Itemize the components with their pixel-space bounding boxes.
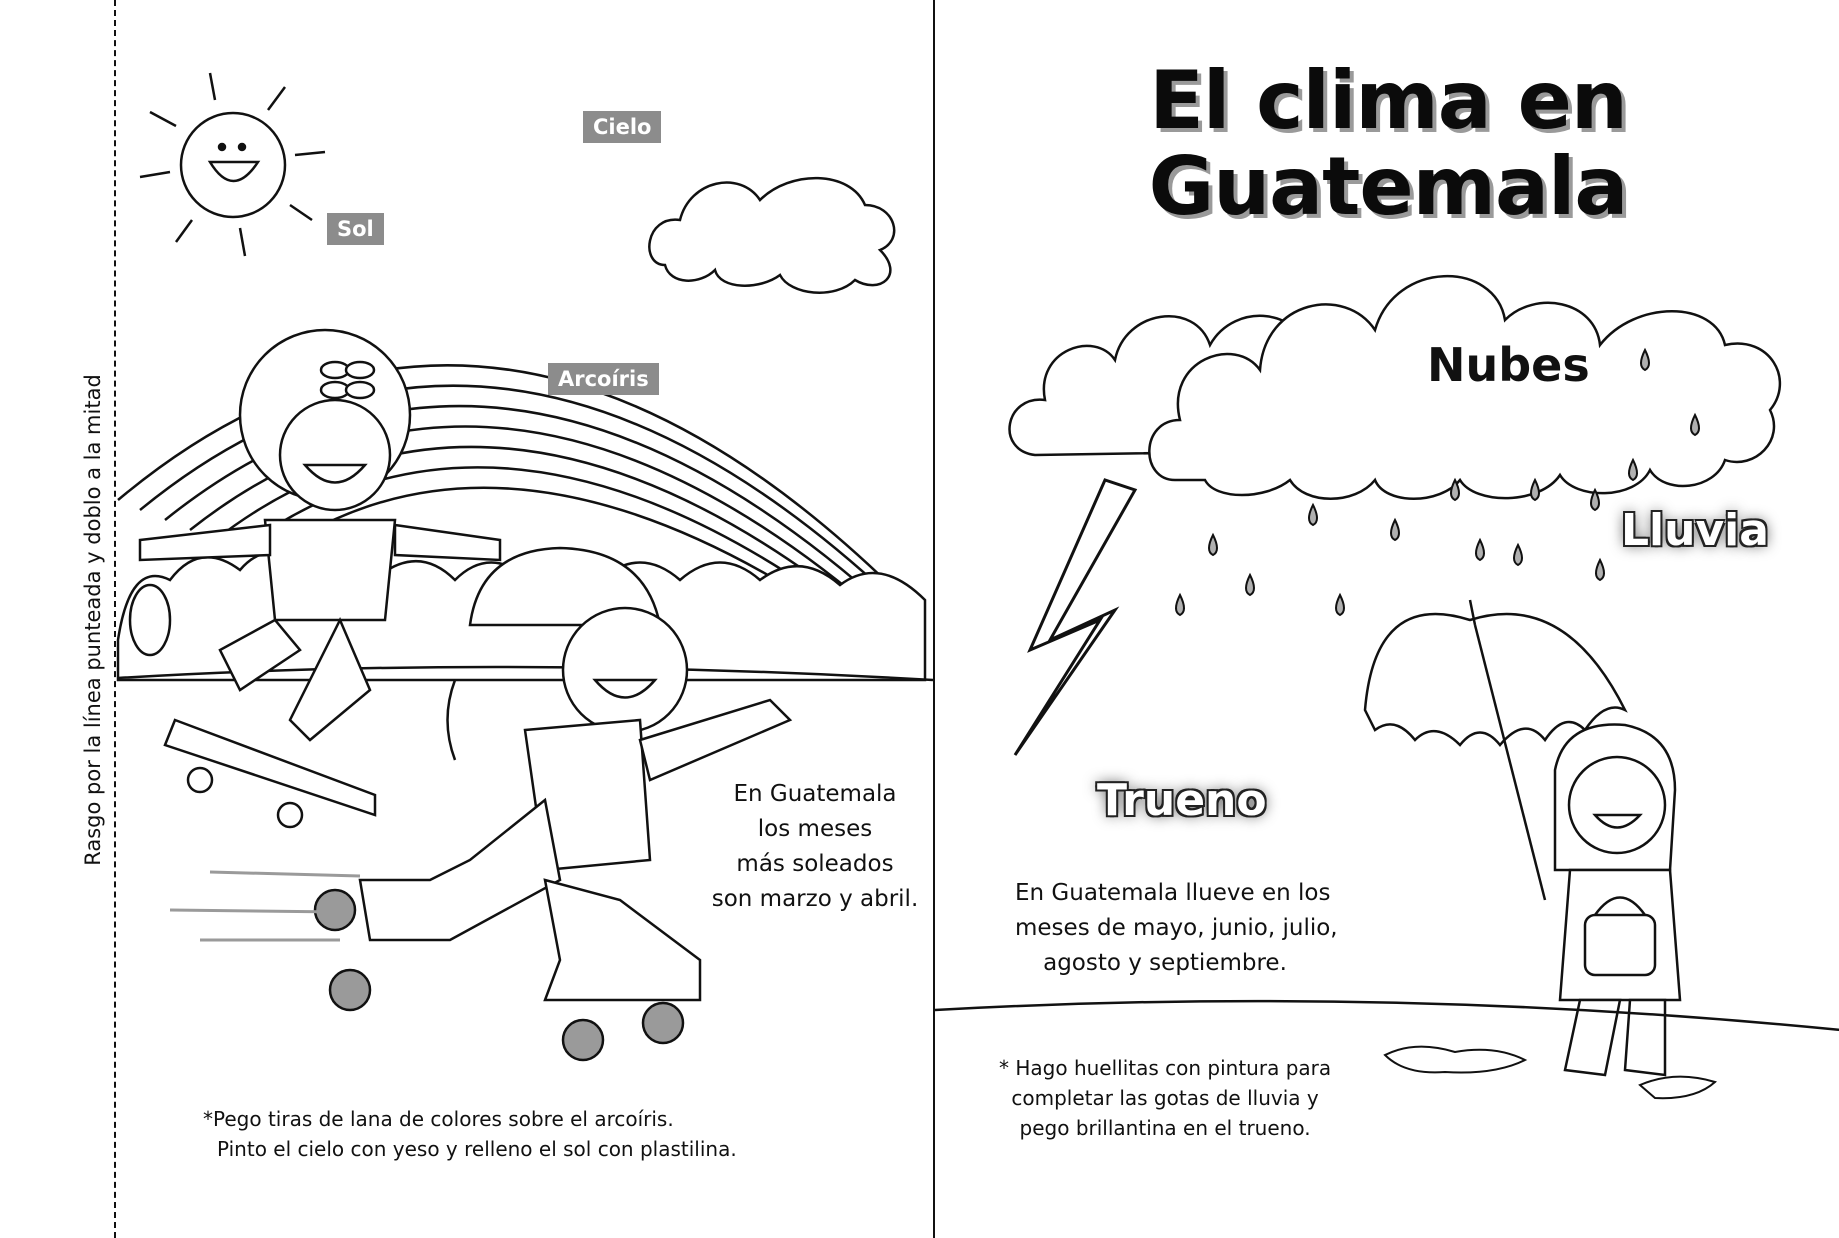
puddle — [1640, 1077, 1715, 1099]
sunny-months-text — [700, 777, 930, 917]
activity-note-right — [999, 1053, 1331, 1143]
note-line: *Pego tiras de lana de colores sobre el arcoíris. — [203, 1107, 674, 1131]
note-line: completar las gotas de lluvia y — [1011, 1086, 1319, 1110]
label-cielo: Cielo — [583, 111, 661, 143]
activity-note-left — [203, 1104, 737, 1164]
girl-with-basket-figure — [1555, 725, 1680, 1075]
label-arcoiris: Arcoíris — [548, 363, 659, 395]
label-trueno: Trueno — [1097, 775, 1267, 826]
text-line: meses de mayo, junio, julio, — [1015, 915, 1338, 941]
fold-instruction: Rasgo por la línea punteada y doblo a la mitad — [81, 374, 105, 866]
lightning-icon — [1015, 480, 1135, 755]
note-line: Pinto el cielo con yeso y relleno el sol con plastilina. — [217, 1137, 737, 1161]
text-line: los meses — [757, 816, 873, 842]
note-line: * Hago huellitas con pintura para — [999, 1056, 1332, 1080]
label-sol: Sol — [327, 213, 384, 245]
label-lluvia: Lluvia — [1621, 505, 1769, 556]
sun-icon — [140, 73, 325, 256]
puddle — [1385, 1047, 1525, 1073]
note-line: pego brillantina en el trueno. — [1019, 1116, 1311, 1140]
rainy-months-text — [1015, 876, 1338, 981]
label-nubes: Nubes — [1427, 338, 1590, 392]
text-line: son marzo y abril. — [711, 886, 919, 912]
text-line: En Guatemala — [733, 781, 897, 807]
cloud-icon — [649, 178, 894, 293]
title-line: Guatemala — [1148, 140, 1628, 233]
text-line: En Guatemala llueve en los — [1015, 880, 1331, 906]
text-line: más soleados — [736, 851, 894, 877]
title-line: El clima en — [1149, 54, 1627, 147]
text-line: agosto y septiembre. — [1043, 950, 1287, 976]
ground-line — [935, 1001, 1839, 1030]
right-page — [933, 0, 1839, 1238]
